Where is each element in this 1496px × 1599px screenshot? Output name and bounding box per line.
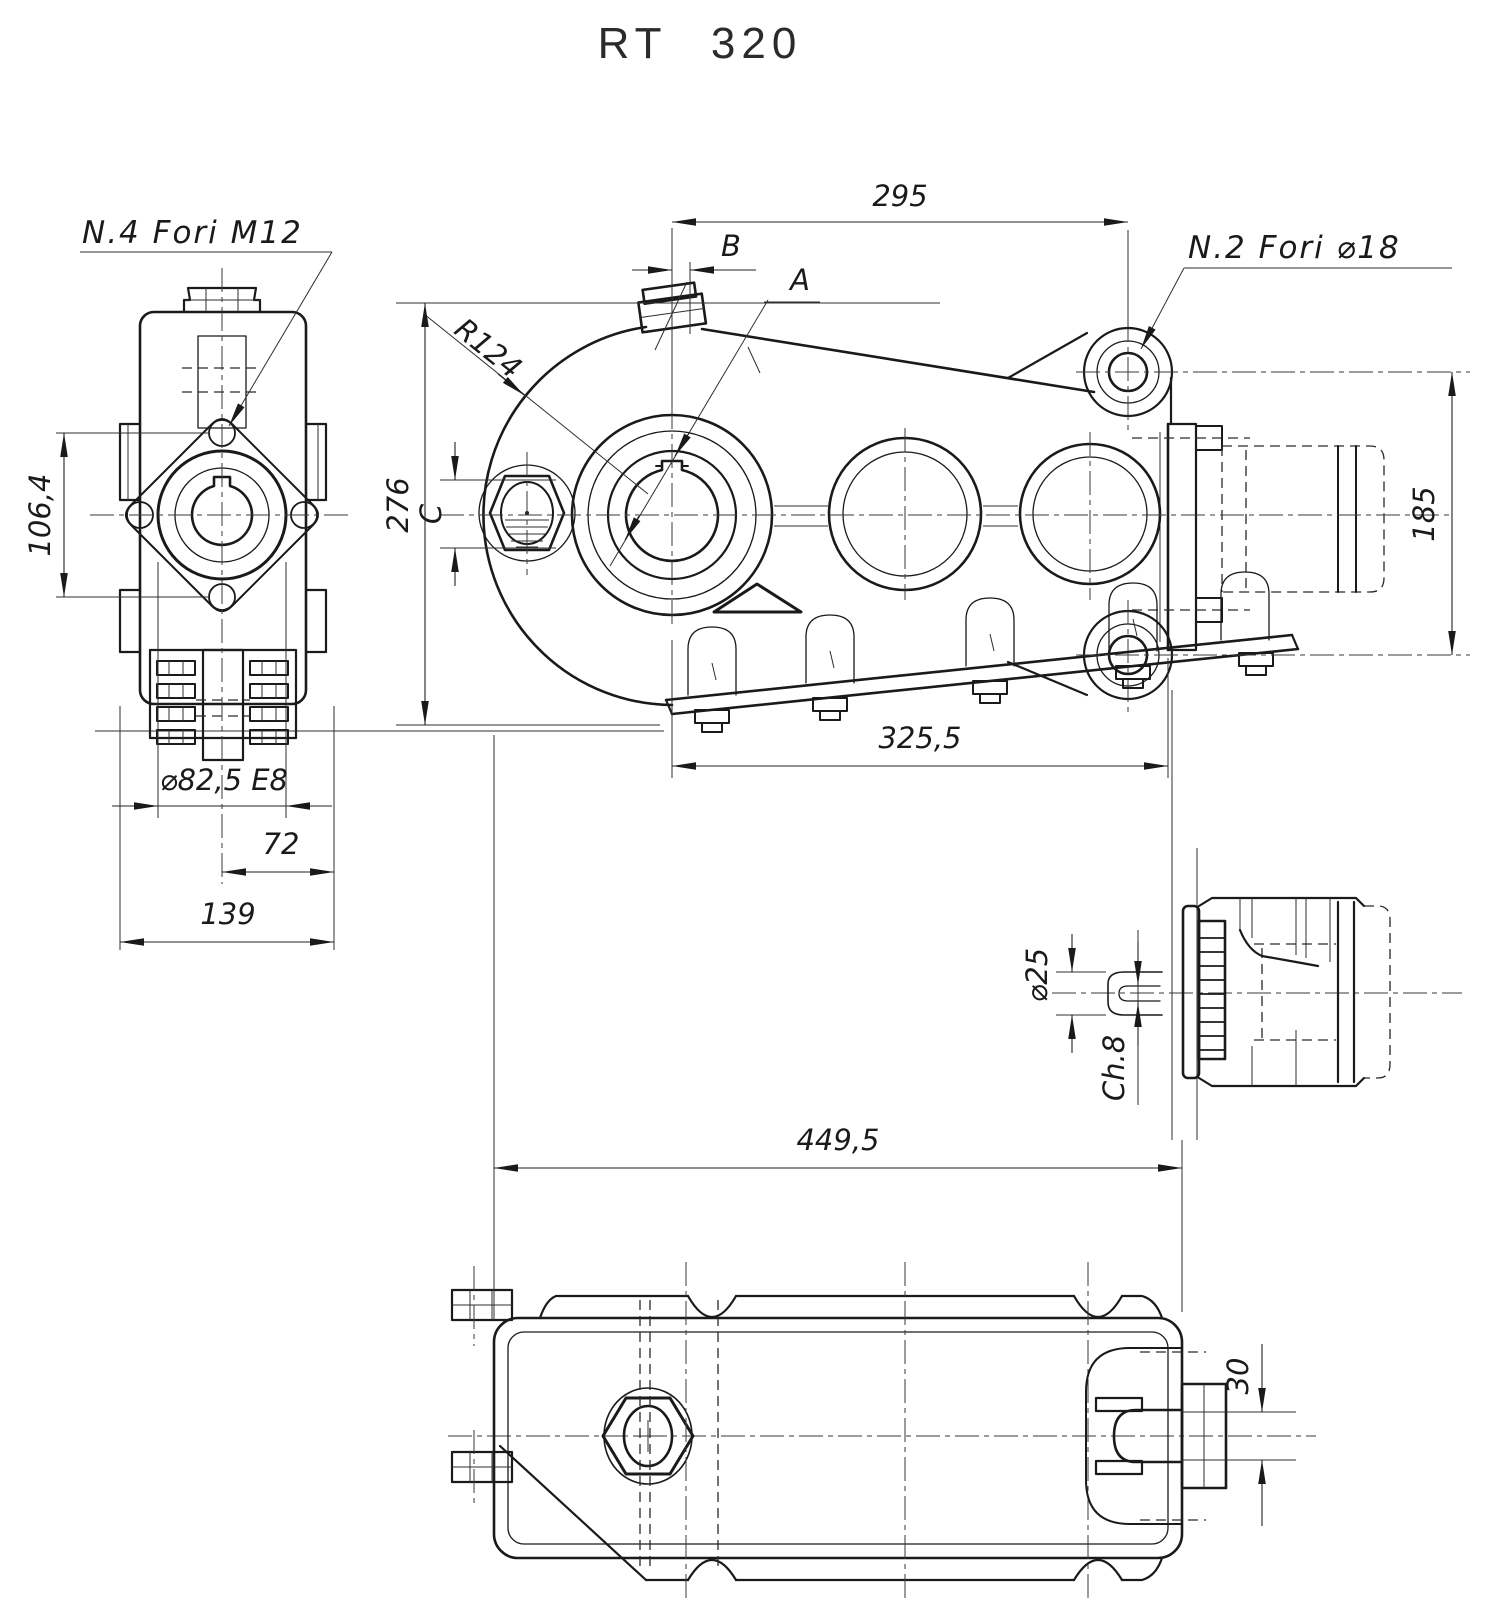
dim-spigot-diameter: ⌀82,5 E8 xyxy=(159,763,289,797)
phantom-head xyxy=(1222,446,1384,592)
callout-ref-a: A xyxy=(790,263,810,297)
dim-shaft-diameter: ⌀25 xyxy=(1020,947,1054,1003)
shaft-detail-view xyxy=(1020,848,1462,1140)
dim-flange-hole-spacing: 106,4 xyxy=(23,473,57,557)
dim-base-length: 325,5 xyxy=(878,721,962,755)
bore-2 xyxy=(829,428,981,600)
top-view xyxy=(448,1123,1316,1598)
dim-housing-height: 276 xyxy=(381,477,415,533)
dim-key-width: 30 xyxy=(1221,1357,1255,1395)
callout-ref-c: C xyxy=(414,503,448,525)
hub-ribs xyxy=(1199,938,1225,1050)
dim-lug-hole-spacing: 185 xyxy=(1407,486,1441,542)
callout-flange-holes: N.4 Fori M12 xyxy=(82,215,303,251)
callout-crankcase-radius: R124 xyxy=(448,311,529,386)
top-strip xyxy=(540,1296,1162,1318)
front-view xyxy=(440,282,1452,732)
oil-level-plug xyxy=(479,452,575,575)
dim-flange-width: 139 xyxy=(200,897,256,931)
left-feet xyxy=(452,1266,512,1508)
base-rail xyxy=(666,572,1298,732)
dim-overall-width-top: 295 xyxy=(872,179,928,213)
drawing-title: RT 320 xyxy=(597,19,803,68)
left-view-dimensions xyxy=(23,215,334,950)
callout-lug-holes: N.2 Fori ⌀18 xyxy=(1188,230,1401,266)
callout-ref-b: B xyxy=(721,229,741,263)
dim-center-to-face: 72 xyxy=(262,827,300,861)
dim-chamfer: Ch.8 xyxy=(1097,1034,1131,1102)
bottom-strip xyxy=(500,1446,1162,1580)
bore-3 xyxy=(1020,432,1160,600)
dim-overall-length: 449,5 xyxy=(796,1123,880,1157)
filler-plug xyxy=(637,282,706,332)
